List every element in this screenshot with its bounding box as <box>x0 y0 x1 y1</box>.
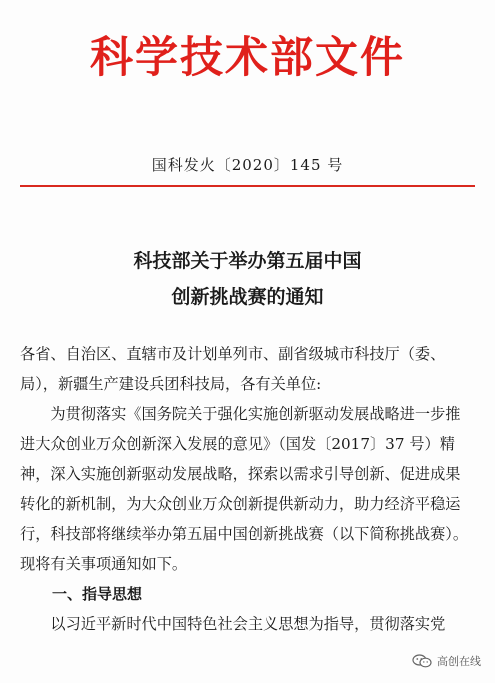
notice-title-line-2: 创新挑战赛的通知 <box>171 286 324 308</box>
issuer-title: 科学技术部文件 <box>90 33 405 83</box>
wechat-icon <box>412 654 432 668</box>
watermark-text: 高创在线 <box>437 655 481 668</box>
document-number: 国科发火〔2020〕145 号 <box>151 156 344 174</box>
section-1-paragraph: 以习近平新时代中国特色社会主义思想为指导，贯彻落实党 <box>50 615 446 633</box>
watermark <box>412 653 481 669</box>
addressee-paragraph: 各省、自治区、直辖市及计划单列市、副省级城市科技厅（委、局），新疆生产建设兵团科技局，各有关单位: <box>20 345 446 393</box>
notice-title <box>0 243 495 315</box>
notice-title-line-1: 科技部关于举办第五届中国 <box>133 250 362 272</box>
section-heading-guiding-ideology: 一、指导思想 <box>52 585 143 603</box>
red-divider-line <box>20 185 475 187</box>
intro-paragraph: 为贯彻落实《国务院关于强化实施创新驱动发展战略进一步推进大众创业万众创新深入发展的意见》（国发〔2017〕37 号）精神，深入实施创新驱动发展战略，探索以需求引导创新、促进成果转化的新机制，为大众创业万众创新提供新动力，助力经济平稳运行，科技部将继续举办第五届中国创新挑战赛（以下简称挑战赛）。现将有关事项通知如下。 <box>20 405 469 573</box>
